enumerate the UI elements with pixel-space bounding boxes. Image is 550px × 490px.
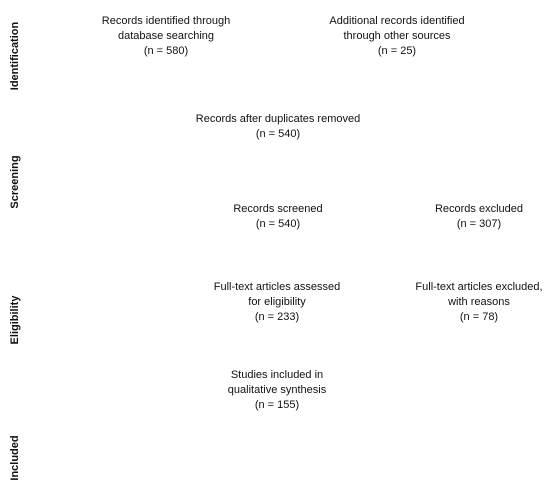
box-count: (n = 233): [254, 311, 300, 323]
box-count: (n = 78): [459, 311, 499, 323]
box-records-excluded: [435, 202, 523, 232]
box-line: through other sources: [343, 30, 451, 42]
box-count: (n = 540): [255, 218, 301, 230]
stage-label-included: Included: [9, 435, 21, 481]
box-records-screened: [233, 202, 322, 232]
box-count: (n = 540): [255, 128, 301, 140]
box-other-sources: [329, 14, 464, 59]
box-database-records: [102, 14, 230, 59]
box-fulltext-excluded: [415, 280, 542, 325]
box-line: Full-text articles assessed: [213, 281, 341, 293]
stage-label-identification: Identification: [9, 21, 21, 91]
box-fulltext-assessed: [214, 280, 341, 325]
box-line: Full-text articles excluded,: [415, 281, 543, 293]
box-line: Records identified through: [101, 15, 231, 27]
box-line: Records screened: [233, 203, 323, 215]
box-line: with reasons: [448, 296, 510, 308]
box-line: Records after duplicates removed: [195, 113, 361, 125]
stage-label-eligibility: Eligibility: [9, 295, 21, 345]
box-count: (n = 25): [377, 45, 417, 57]
box-count: (n = 307): [456, 218, 502, 230]
box-qualitative-synthesis: [228, 368, 326, 413]
box-count: (n = 580): [143, 45, 189, 57]
box-count: (n = 155): [254, 399, 300, 411]
box-duplicates-removed: [196, 112, 360, 142]
box-line: for eligibility: [248, 296, 306, 308]
box-line: Records excluded: [434, 203, 524, 215]
stage-label-screening: Screening: [9, 155, 21, 209]
box-line: Studies included in: [230, 369, 324, 381]
box-line: database searching: [117, 30, 215, 42]
box-line: Additional records identified: [329, 15, 465, 27]
box-line: qualitative synthesis: [227, 384, 327, 396]
